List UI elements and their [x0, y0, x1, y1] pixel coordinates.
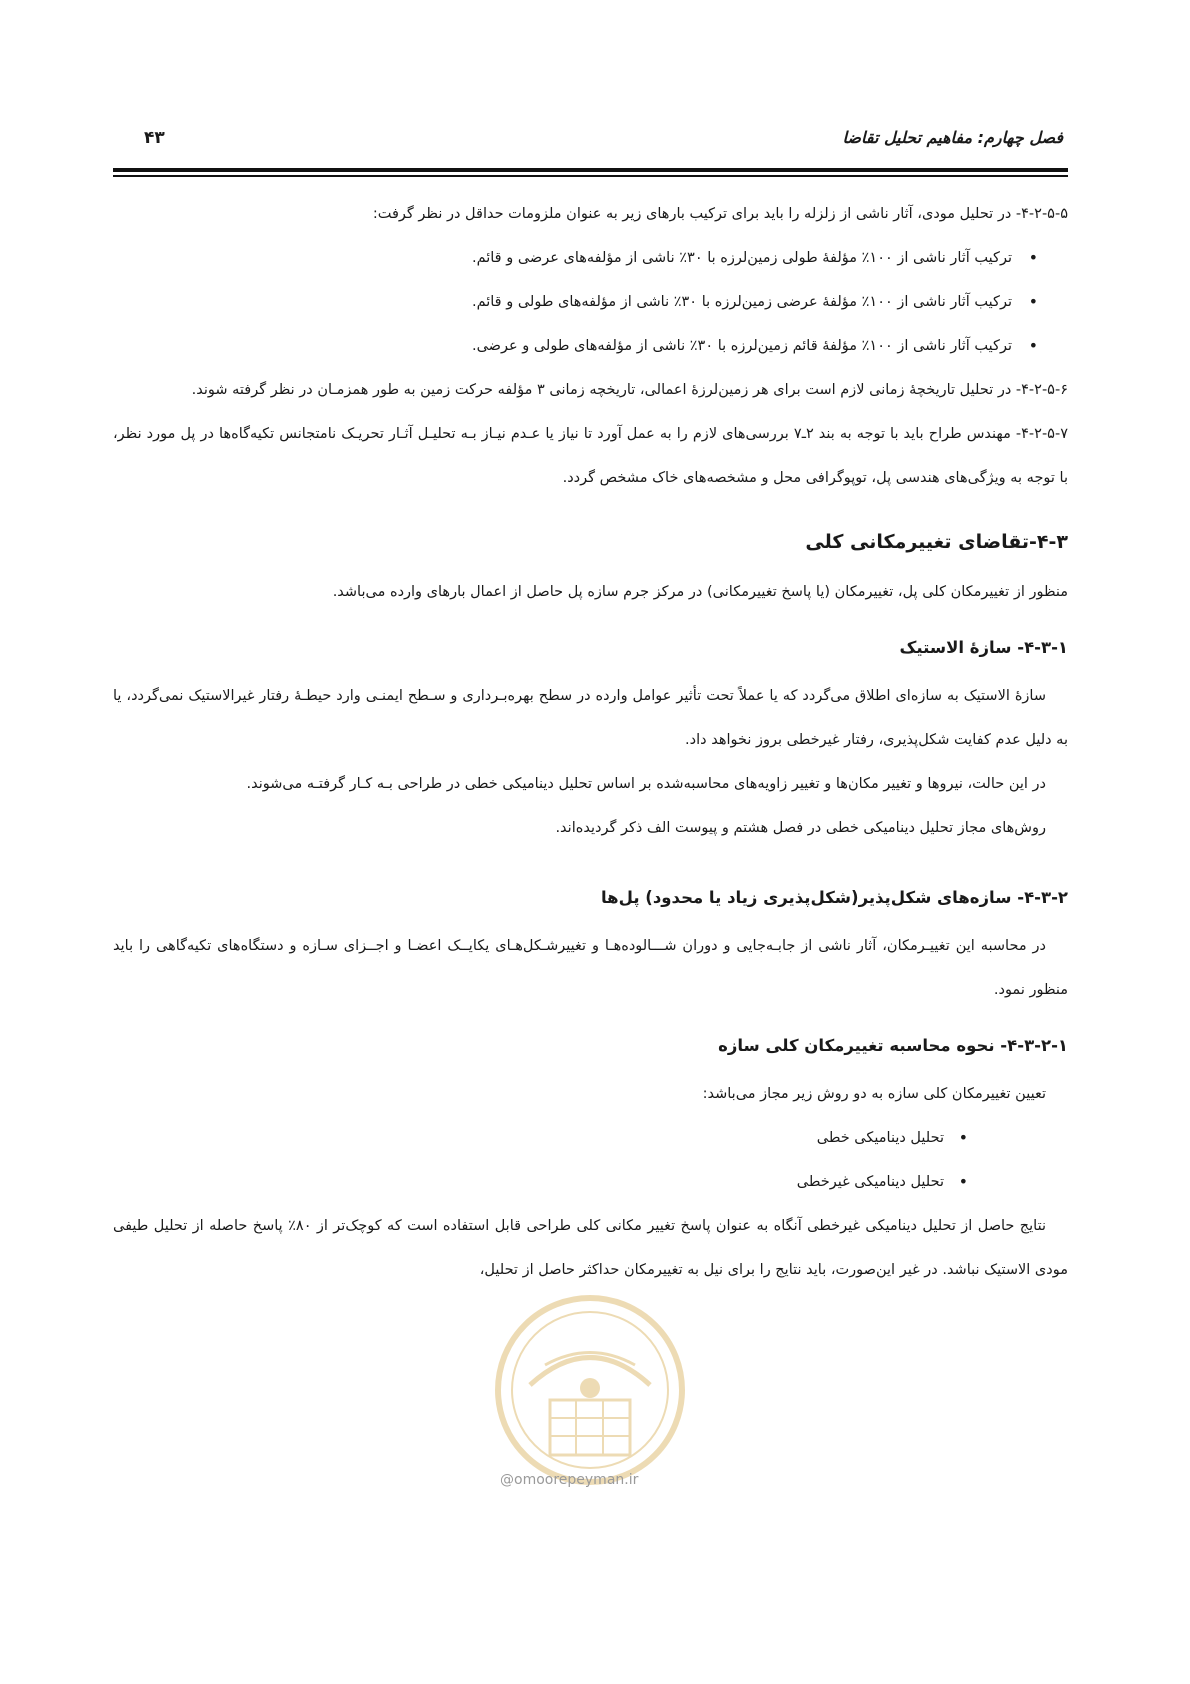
clause-4-2-5-6: ۴-۲-۵-۶- در تحلیل تاریخچۀ زمانی لازم است برای هر زمین‌لرزۀ اعمالی، تاریخچه زمانی ۳ مؤلفه حرکت زمین به طور همزمـان در نظر گرفته شوند.	[191, 382, 1068, 398]
paragraph: روش‌های مجاز تحلیل دینامیکی خطی در فصل هشتم و پیوست الف ذکر گردیده‌اند.	[555, 820, 1046, 836]
section-4-3-2-text: در محاسبه این تغییـرمکان، آثار ناشی از جابـه‌جایی و دوران شـــالوده‌هـا و تغییرشـکل‌هـای یکایــک اعضـا و اجــزای سـازه و دستگاه‌های تکیه‌گاهی را باید منظور نمود.	[113, 938, 1068, 998]
section-4-3-2-1-intro: تعیین تغییرمکان کلی سازه به دو روش زیر مجاز می‌باشد:	[702, 1086, 1046, 1102]
watermark-url: @omoorepeyman.ir	[500, 1472, 639, 1488]
clause-4-2-5-5: ۴-۲-۵-۵- در تحلیل مودی، آثار ناشی از زلزله را باید برای ترکیب بارهای زیر به عنوان ملزومات حداقل در نظر گرفت:	[372, 206, 1068, 222]
section-4-3-2-1-text: نتایج حاصل از تحلیل دینامیکی غیرخطی آنگاه به عنوان پاسخ تغییر مکانی کلی طراحی قابل استفاده است که کوچک‌تر از ۸۰٪ پاسخ حاصله از تحلیل طیفی مودی الاستیک نباشد. در غیر این‌صورت، باید نتایج را برای نیل به تغییرمکان حداکثر حاصل از تحلیل،	[113, 1218, 1068, 1278]
list-item: • تحلیل دینامیکی خطی	[113, 1116, 968, 1160]
method-list	[113, 1116, 1068, 1204]
section-heading-4-3-2: ۴-۳-۲- سازه‌های شکل‌پذیر(شکل‌پذیری زیاد یا محدود) پل‌ها	[600, 888, 1068, 907]
watermark-seal-icon	[490, 1290, 690, 1490]
header-rule-thin	[113, 175, 1068, 177]
paragraph: سازۀ الاستیک به سازه‌ای اطلاق می‌گردد که یا عملاً تحت تأثیر عوامل وارده در سطح بهره‌بـرداری و سـطح ایمنـی وارد حیطـۀ رفتار غیرالاستیک نمی‌گردد، یا به دلیل عدم کفایت شکل‌پذیری، رفتار غیرخطی بروز نخواهد داد.	[113, 688, 1068, 748]
paragraph: در این حالت، نیروها و تغییر مکان‌ها و تغییر زاویه‌های محاسبه‌شده بر اساس تحلیل دینامیکی خطی در طراحی بـه کـار گرفتـه می‌شوند.	[246, 776, 1046, 792]
page-body	[113, 192, 1068, 1292]
chapter-title: فصل چهارم: مفاهیم تحلیل تقاضا	[842, 128, 1063, 147]
list-item: • ترکیب آثار ناشی از ۱۰۰٪ مؤلفۀ عرضی زمین‌لرزه با ۳۰٪ ناشی از مؤلفه‌های طولی و قائم.	[113, 280, 1038, 324]
list-item: • تحلیل دینامیکی غیرخطی	[113, 1160, 968, 1204]
section-heading-4-3-1: ۴-۳-۱- سازۀ الاستیک	[899, 638, 1068, 657]
list-item: • ترکیب آثار ناشی از ۱۰۰٪ مؤلفۀ قائم زمین‌لرزه با ۳۰٪ ناشی از مؤلفه‌های طولی و عرضی.	[113, 324, 1038, 368]
header-rule-thick	[113, 168, 1068, 172]
list-item: • ترکیب آثار ناشی از ۱۰۰٪ مؤلفۀ طولی زمین‌لرزه با ۳۰٪ ناشی از مؤلفه‌های عرضی و قائم.	[113, 236, 1038, 280]
section-4-3-text: منظور از تغییرمکان کلی پل، تغییرمکان (یا پاسخ تغییرمکانی) در مرکز جرم سازه پل حاصل از اعمال بارهای وارده می‌باشد.	[332, 584, 1068, 600]
combination-list	[113, 236, 1068, 368]
section-heading-4-3-2-1: ۴-۳-۲-۱- نحوه محاسبه تغییرمکان کلی سازه	[718, 1036, 1068, 1055]
section-heading-4-3: ۴-۳-تقاضای تغییرمکانی کلی	[805, 531, 1068, 553]
page-number: ۴۳	[144, 128, 165, 148]
clause-4-2-5-7: ۴-۲-۵-۷- مهندس طراح باید با توجه به بند ۲ـ۷ بررسی‌های لازم را به عمل آورد تا نیاز یا عـدم نیـاز بـه تحلیـل آثـار تحریـک نامتجانس تکیه‌گاه‌ها در پل مورد نظر، با توجه به ویژگی‌های هندسی پل، توپوگرافی محل و مشخصه‌های خاک مشخص گردد.	[113, 426, 1068, 486]
